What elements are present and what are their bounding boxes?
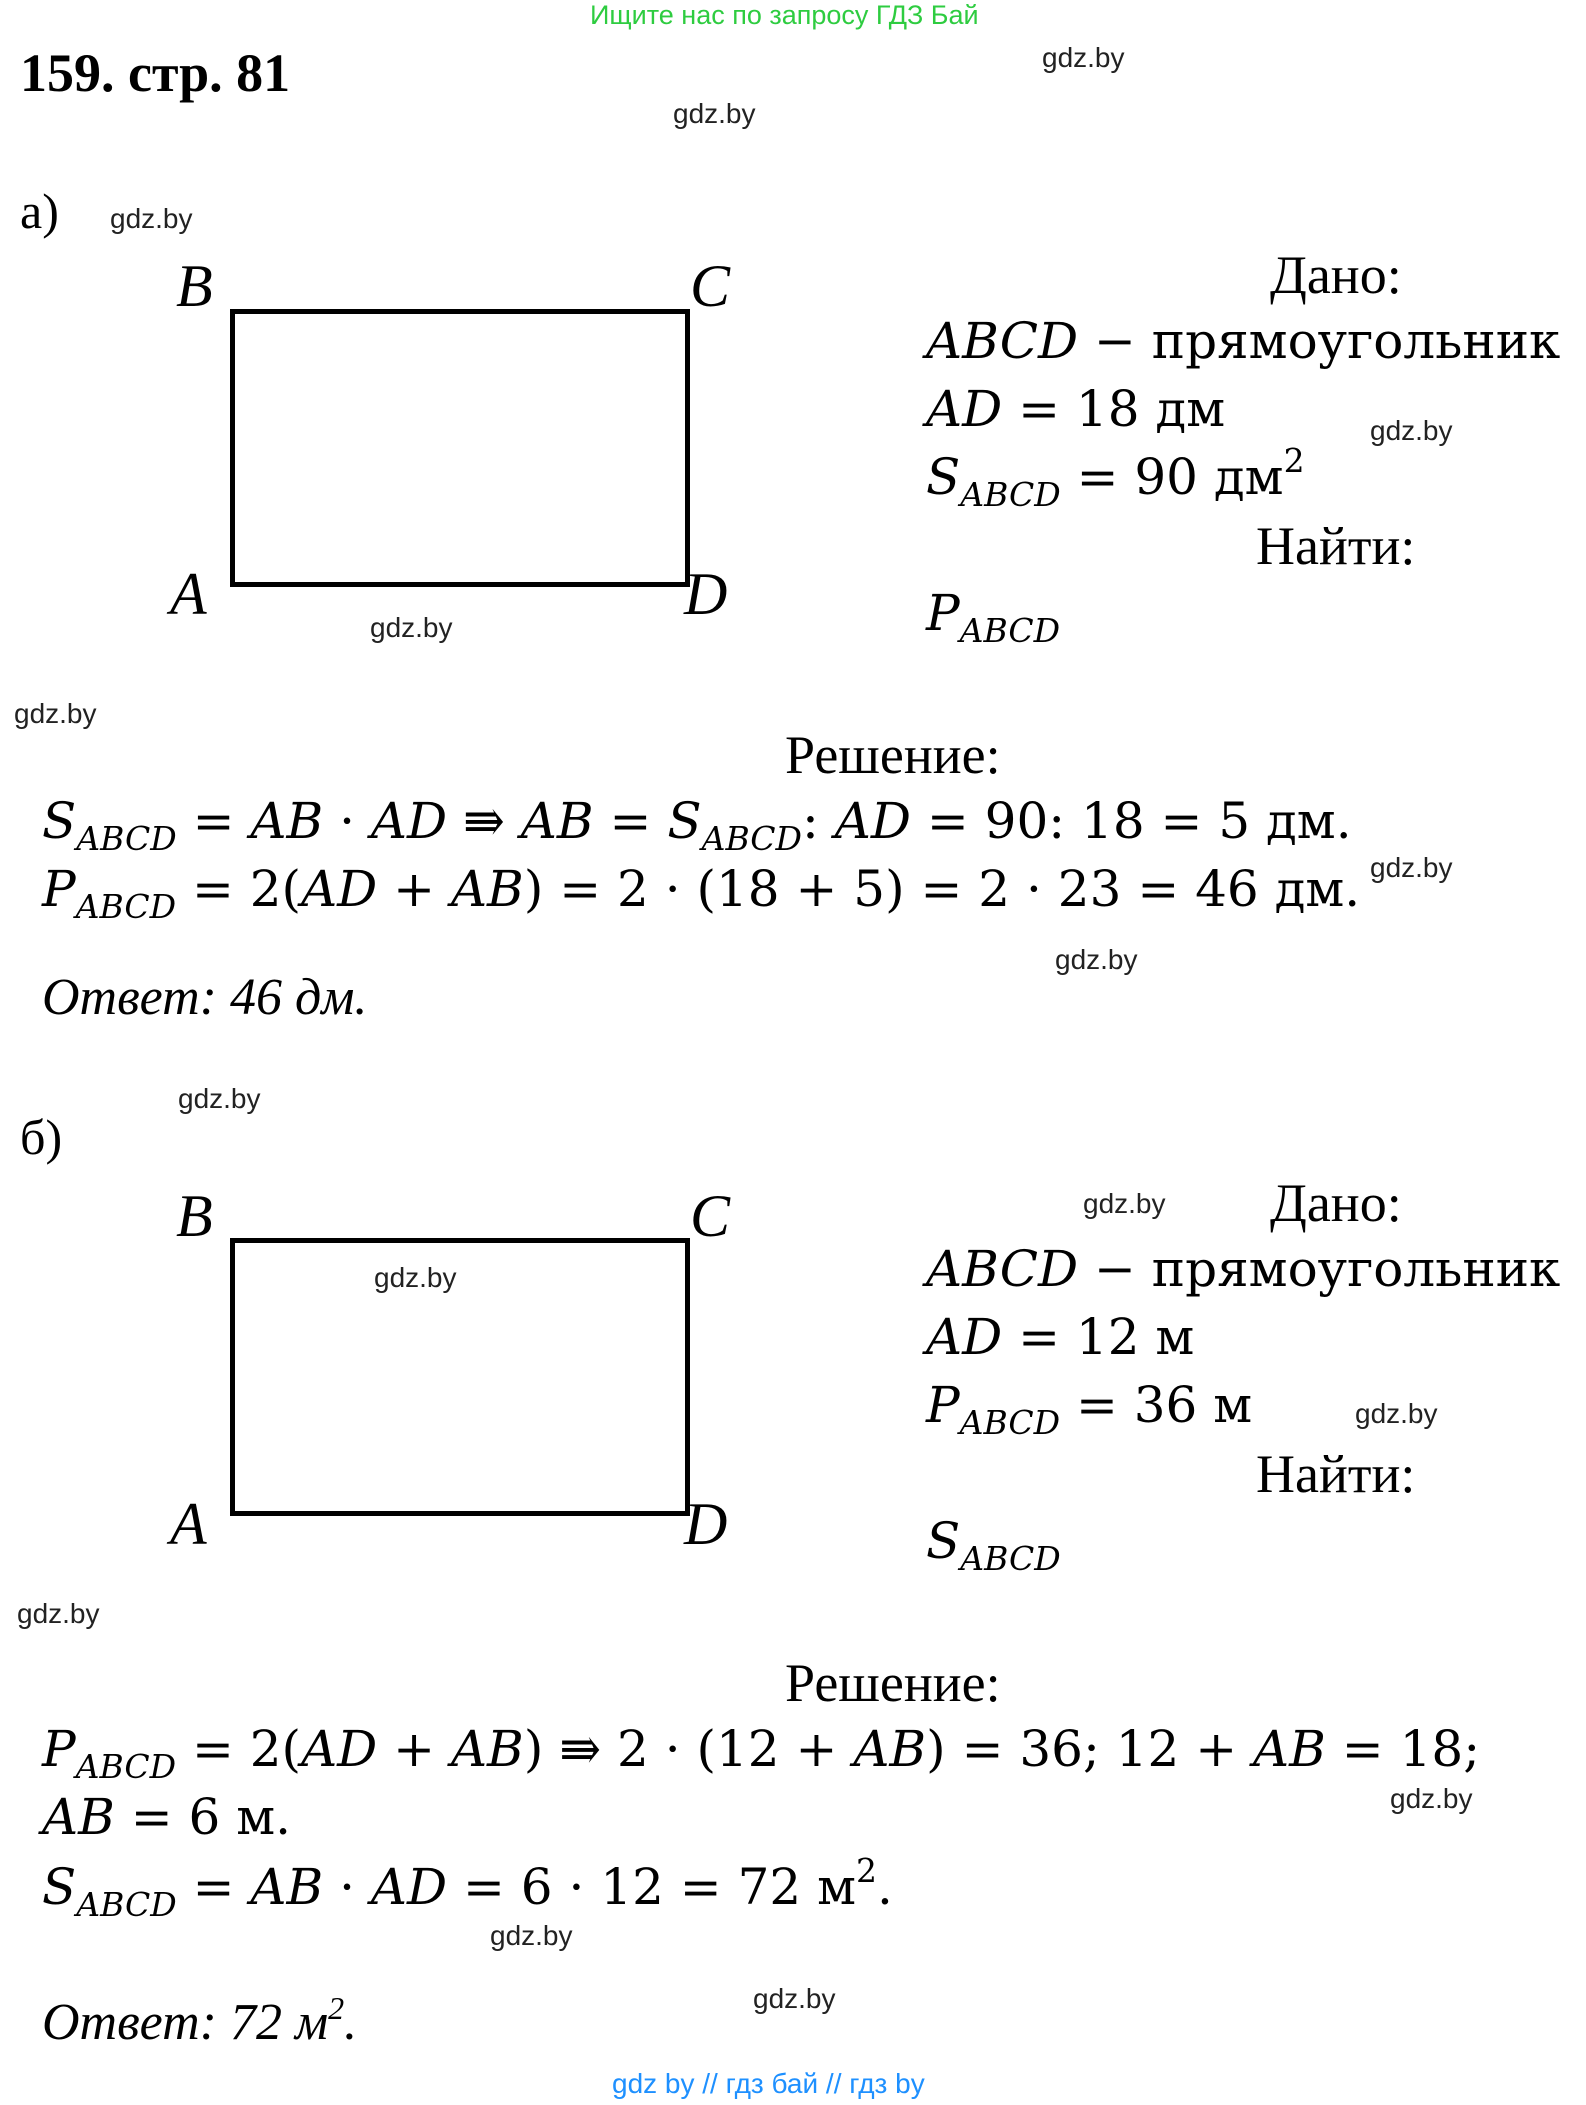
given-heading: Дано: [1270,245,1402,305]
solution-line: $P_{ABCD} = 2(AD + AB) = 2 \cdot (18 + 5) = 2 \cdot 23 = 46$ дм. [42,860,1361,926]
find-value: $S_{ABCD}$ [926,1512,1061,1578]
find-heading: Найти: [1256,1444,1416,1504]
page-title: 159. стр. 81 [20,43,291,103]
answer: Ответ: 46 дм. [42,969,368,1026]
find-heading: Найти: [1256,516,1416,576]
vertex-label: D [684,561,728,627]
watermark: gdz.by [1370,415,1453,446]
watermark: gdz.by [178,1083,261,1114]
part-a-label: а) [20,183,59,239]
watermark: gdz.by [1055,944,1138,975]
watermark: gdz.by [110,203,193,234]
footer-links[interactable]: gdz by // гдз бай // гдз by [612,2068,925,2099]
rectangle-figure [230,309,690,587]
watermark: gdz.by [1390,1783,1473,1814]
watermark: gdz.by [1370,852,1453,883]
solution-line: $P_{ABCD} = 2(AD + AB)$ ⇛ 2 · (12 + AB) = 36; 12 + AB = 18; [42,1720,1481,1786]
vertex-label: A [170,561,207,627]
solution-line: $S_{ABCD}$ = AB · AD ⇛ AB = $S_{ABCD}$: AD = 90: 18 = 5 дм. [42,792,1352,858]
watermark: gdz.by [17,1598,100,1629]
watermark: gdz.by [1083,1188,1166,1219]
watermark: gdz.by [673,98,756,129]
solution-line: AB = 6 м. [42,1788,292,1846]
answer: Ответ: 72 $м^2$. [42,1990,358,2051]
part-b-label: б) [20,1109,63,1165]
given-heading: Дано: [1270,1173,1402,1233]
given-perimeter: $P_{ABCD} = 36$ м [926,1376,1253,1442]
watermark: gdz.by [1042,42,1125,73]
watermark: gdz.by [1355,1398,1438,1429]
find-value: $P_{ABCD}$ [926,584,1061,650]
vertex-label: D [684,1491,728,1557]
given-shape: ABCD − прямоугольник [926,1240,1561,1298]
watermark: gdz.by [374,1262,457,1293]
vertex-label: B [176,253,213,319]
solution-line: $S_{ABCD}$ = AB · AD = 6 · 12 = 72 $м^2$. [42,1851,893,1924]
solution-heading: Решение: [785,725,1001,785]
watermark: gdz.by [14,698,97,729]
search-banner[interactable]: Ищите нас по запросу ГДЗ Бай [590,0,979,30]
watermark: gdz.by [370,612,453,643]
vertex-label: B [176,1183,213,1249]
watermark: gdz.by [753,1983,836,2014]
given-shape: ABCD − прямоугольник [926,312,1561,370]
given-area: $S_{ABCD} = 90$ $дм^2$ [926,441,1305,514]
given-side: AD = 12 м [926,1308,1195,1366]
vertex-label: A [170,1491,207,1557]
solution-heading: Решение: [785,1653,1001,1713]
watermark: gdz.by [490,1920,573,1951]
rectangle-figure [230,1238,690,1516]
vertex-label: C [690,1183,731,1249]
vertex-label: C [690,253,731,319]
given-side: AD = 18 дм [926,380,1226,438]
